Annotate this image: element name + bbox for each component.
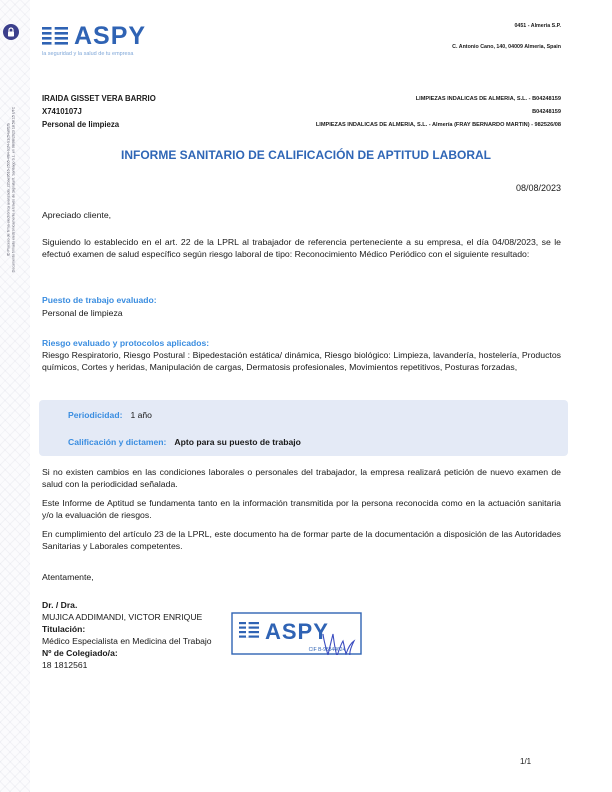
worker-id: X7410107J (42, 107, 82, 116)
stamp-mark-icon (239, 622, 259, 638)
greeting: Apreciado cliente, (42, 210, 112, 220)
page-number: 1/1 (520, 757, 532, 766)
periodicidad-value: 1 año (130, 410, 152, 420)
report-date: 08/08/2023 (515, 183, 561, 193)
doctor-signature-block (42, 599, 212, 671)
puesto-label: Puesto de trabajo evaluado: (42, 295, 157, 305)
intro-paragraph: Siguiendo lo establecido en el art. 22 de la LPRL al trabajador de referencia perteneciente a su empresa, el día 04/08/2023, se le efectuó examen de salud específico según riesgo laboral de tipo: Reconocimiento Médico Periódico con el siguiente resultado: (42, 237, 561, 259)
company-line-1: LIMPIEZAS INDALICAS DE ALMERIA, S.L. - B04248159 (415, 96, 561, 102)
company-line-2: B04248159 (532, 109, 561, 115)
company-line-3: LIMPIEZAS INDALICAS DE ALMERIA, S.L. - Almería (FRAY BERNARDO MARTIN) - 982526/08 (315, 122, 561, 128)
periodicidad-row (68, 410, 152, 420)
farewell: Atentamente, (42, 572, 94, 582)
riesgo-value: Riesgo Respiratorio, Riesgo Postural : Bipedestación estática/ dinámica, Riesgo biológico: Limpieza, lavandería, hostelería, Productos químicos, Cortes y heridas, Manipulación de cargas, Dermatosis profesionales, Movimientos repetitivos, Posturas forzadas, (42, 350, 561, 372)
doctor-title-label: Dr. / Dra. (42, 600, 78, 610)
logo-word: ASPY (74, 22, 147, 50)
periodicidad-label: Periodicidad: (68, 410, 123, 420)
report-title: INFORME SANITARIO DE CALIFICACIÓN DE APTITUD LABORAL (121, 148, 491, 162)
company-info (316, 93, 561, 132)
aspy-logo (42, 24, 146, 57)
closing-paragraph-3: En cumplimiento del artículo 23 de la LPRL, este documento ha de formar parte de la documentación a disposición de las Autoridades Sanitarias y Laborales competentes. (42, 529, 561, 551)
calificacion-value: Apto para su puesto de trabajo (174, 437, 301, 447)
worker-name: IRAIDA GISSET VERA BARRIO (42, 94, 156, 103)
stamp-word: ASPY (265, 619, 329, 644)
office-address: C. Antonio Cano, 140, 04009 Almeria, Spain (452, 44, 561, 50)
aspy-stamp (231, 612, 362, 655)
office-code: 0451 - Almeria S.P. (514, 23, 561, 29)
closing-paragraph-1: Si no existen cambios en las condiciones laborales o personales del trabajador, la empresa realizará petición de nuevo examen de salud con la periodicidad señalada. (42, 467, 561, 489)
riesgo-label: Riesgo evaluado y protocolos aplicados: (42, 338, 210, 348)
colegiado-label: Nº de Colegiado/a: (42, 648, 118, 658)
calificacion-row (68, 437, 301, 447)
doctor-name: MUJICA ADDIMANDI, VICTOR ENRIQUE (42, 612, 203, 622)
aspy-mark-icon (42, 27, 68, 45)
colegiado-value: 18 1812561 (42, 660, 88, 670)
verification-strip (0, 0, 30, 792)
result-box (39, 400, 568, 456)
signature-verification-text: ID Proceso de firma electrónica avanzada: 22bae9516-c5b5-4f84-b1f4-b1c54a0f1fb Documento firmado electrónicamente a través de Signaturit. Santiago S.L. en 08/08/2023 18:58:15 UTC (6, 106, 15, 273)
worker-info (42, 92, 156, 131)
calificacion-label: Calificación y dictamen: (68, 437, 167, 447)
titulacion-value: Médico Especialista en Medicina del Trabajo (42, 636, 212, 646)
logo-tagline: la seguridad y la salud de tu empresa (42, 51, 134, 57)
worker-position: Personal de limpieza (42, 120, 120, 129)
closing-paragraph-2: Este Informe de Aptitud se fundamenta tanto en la información transmitida por la persona reconocida como en la actuación sanitaria y/o la evaluación de riesgos. (42, 498, 561, 520)
stamp-cif: CIF B-98844624 (308, 647, 346, 653)
puesto-value: Personal de limpieza (42, 308, 123, 318)
titulacion-label: Titulación: (42, 624, 86, 634)
lock-icon[interactable] (3, 24, 19, 40)
